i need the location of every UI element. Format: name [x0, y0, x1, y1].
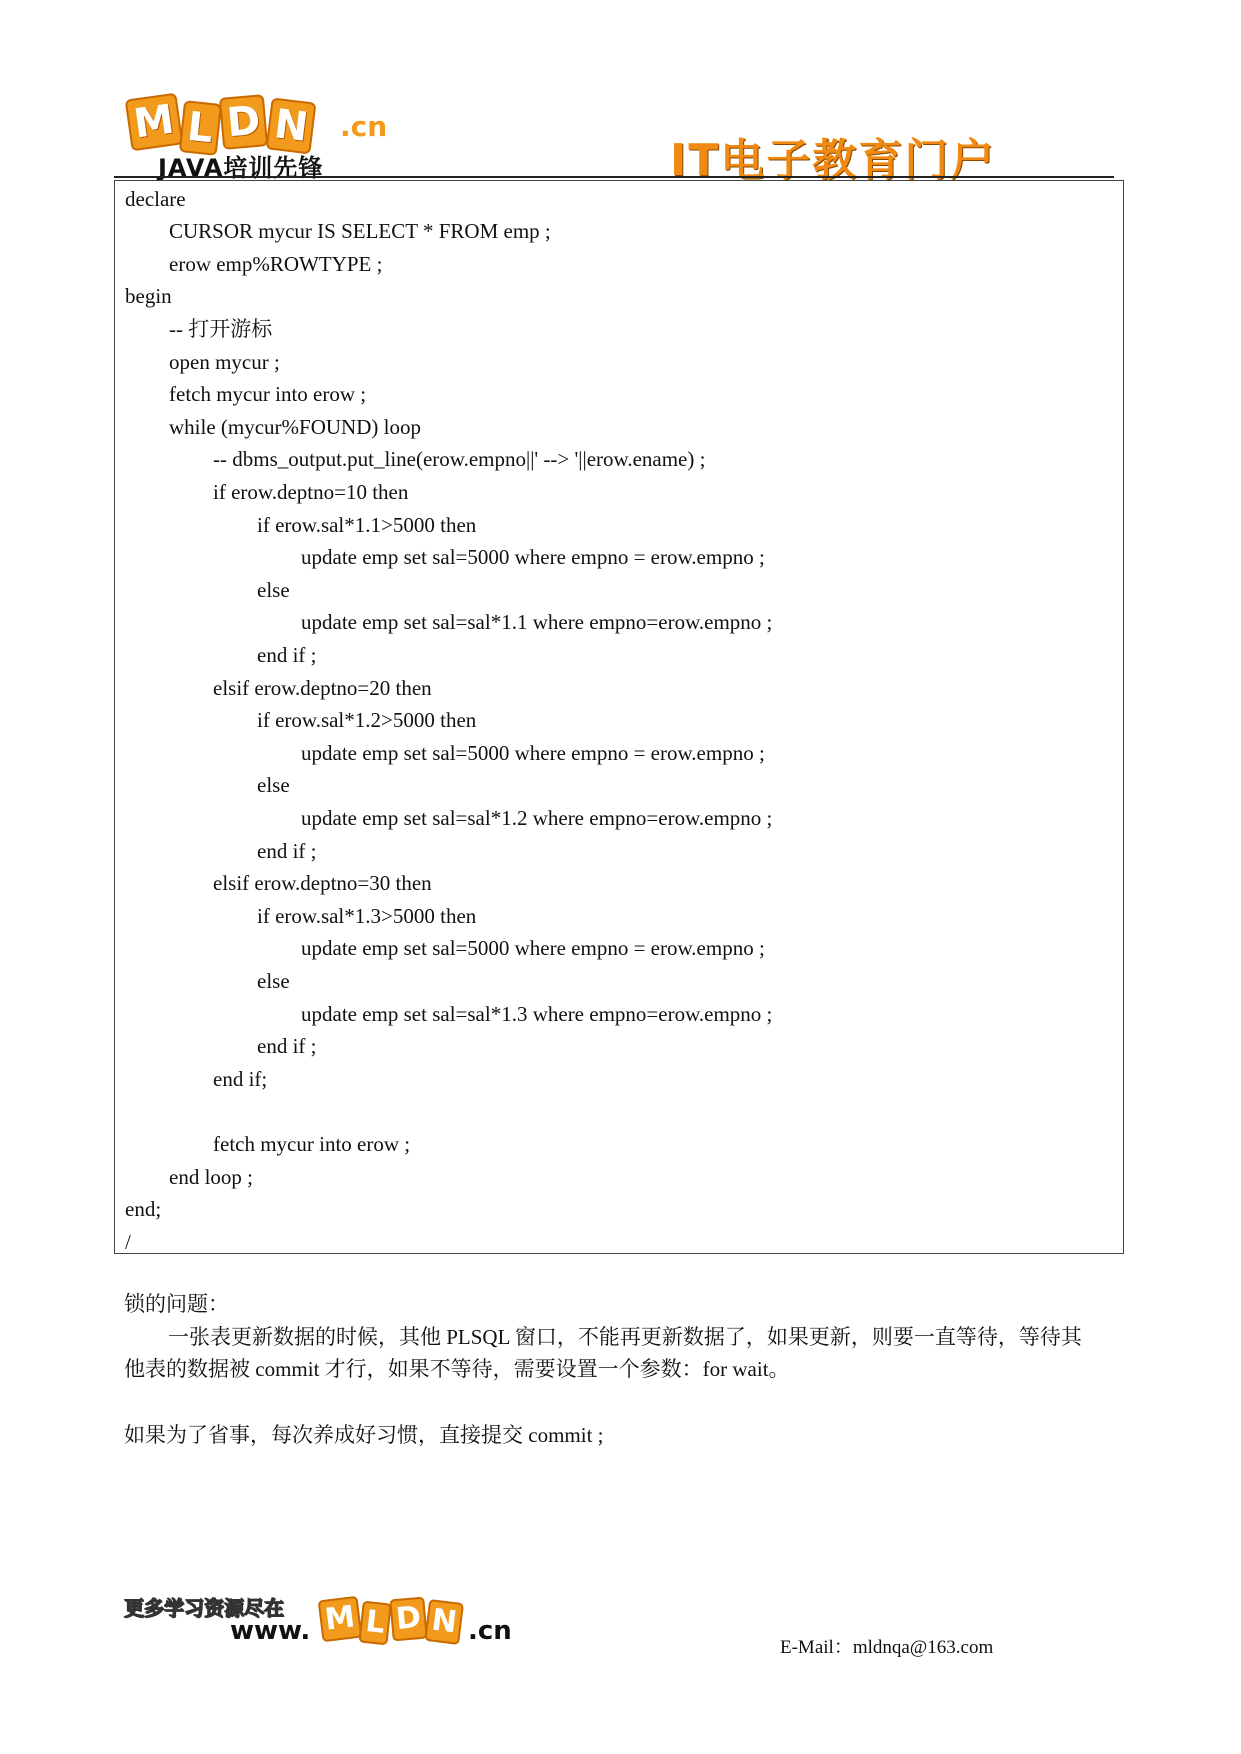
footer-letter-d: D [389, 1597, 427, 1642]
code-line: begin [125, 284, 172, 308]
code-line: end if ; [257, 1034, 317, 1058]
mldn-logo-letters [128, 96, 316, 153]
code-line: / [125, 1230, 131, 1254]
code-line: end loop ; [169, 1165, 253, 1189]
logo-letter-n: N [265, 97, 316, 154]
footer-tagline: 更多学习资源尽在 [124, 1596, 284, 1620]
footer-email: E-Mail：mldnqa@163.com [780, 1637, 994, 1658]
code-line: if erow.sal*1.1>5000 then [257, 513, 477, 537]
footer-letter-l: L [358, 1601, 391, 1646]
code-line: end if ; [257, 643, 317, 667]
code-line: -- dbms_output.put_line(erow.empno||' --> '||erow.ename) ; [213, 447, 706, 471]
mldn-logo [128, 96, 388, 182]
commit-tip-paragraph: 如果为了省事，每次养成好习惯，直接提交 commit ; [124, 1423, 604, 1447]
code-line: end if ; [257, 839, 317, 863]
code-line: else [257, 773, 290, 797]
code-line: else [257, 969, 290, 993]
logo-letter-m: M [125, 93, 184, 152]
header-divider [114, 176, 1114, 178]
code-line: else [257, 578, 290, 602]
logo-domain-suffix: .cn [340, 110, 388, 143]
code-line: -- 打开游标 [169, 317, 273, 341]
code-line: fetch mycur into erow ; [213, 1132, 411, 1156]
code-line: update emp set sal=5000 where empno = erow.empno ; [301, 741, 765, 765]
footer-letter-n: N [424, 1599, 464, 1645]
footer-www: www. [230, 1616, 311, 1646]
logo-slogan: JAVA培训先锋 [158, 154, 324, 182]
logo-letter-d: D [219, 94, 269, 150]
code-line: fetch mycur into erow ; [169, 382, 367, 406]
footer-logo [124, 1586, 524, 1656]
code-line: CURSOR mycur IS SELECT * FROM emp ; [169, 219, 551, 243]
code-line: if erow.sal*1.3>5000 then [257, 904, 477, 928]
code-line: if erow.sal*1.2>5000 then [257, 708, 477, 732]
lock-paragraph-line2: 他表的数据被 commit 才行，如果不等待，需要设置一个参数：for wait。 [124, 1357, 790, 1381]
code-line: update emp set sal=sal*1.3 where empno=erow.empno ; [301, 1002, 773, 1026]
code-line: erow emp%ROWTYPE ; [169, 252, 383, 276]
code-line: update emp set sal=5000 where empno = erow.empno ; [301, 936, 765, 960]
lock-section-heading: 锁的问题： [124, 1292, 229, 1316]
code-line: update emp set sal=sal*1.1 where empno=erow.empno ; [301, 610, 773, 634]
code-line: update emp set sal=5000 where empno = erow.empno ; [301, 545, 765, 569]
code-line: elsif erow.deptno=20 then [213, 676, 432, 700]
code-line: end if; [213, 1067, 268, 1091]
lock-paragraph-line1: 一张表更新数据的时候，其他 PLSQL 窗口，不能再更新数据了，如果更新，则要一直等待，等待其 [168, 1325, 1082, 1349]
footer-letter-m: M [318, 1596, 363, 1643]
footer-domain-suffix: .cn [468, 1616, 512, 1646]
code-line: if erow.deptno=10 then [213, 480, 409, 504]
code-line: end; [125, 1197, 162, 1221]
logo-letter-l: L [179, 100, 222, 156]
it-portal-logo: IT电子教育门户 [670, 135, 997, 186]
code-line: open mycur ; [169, 350, 280, 374]
footer-mldn-letters [320, 1598, 463, 1640]
code-line: elsif erow.deptno=30 then [213, 871, 432, 895]
code-block [114, 180, 1124, 1254]
code-line: declare [125, 187, 186, 211]
code-line: update emp set sal=sal*1.2 where empno=erow.empno ; [301, 806, 773, 830]
code-line: while (mycur%FOUND) loop [169, 415, 421, 439]
